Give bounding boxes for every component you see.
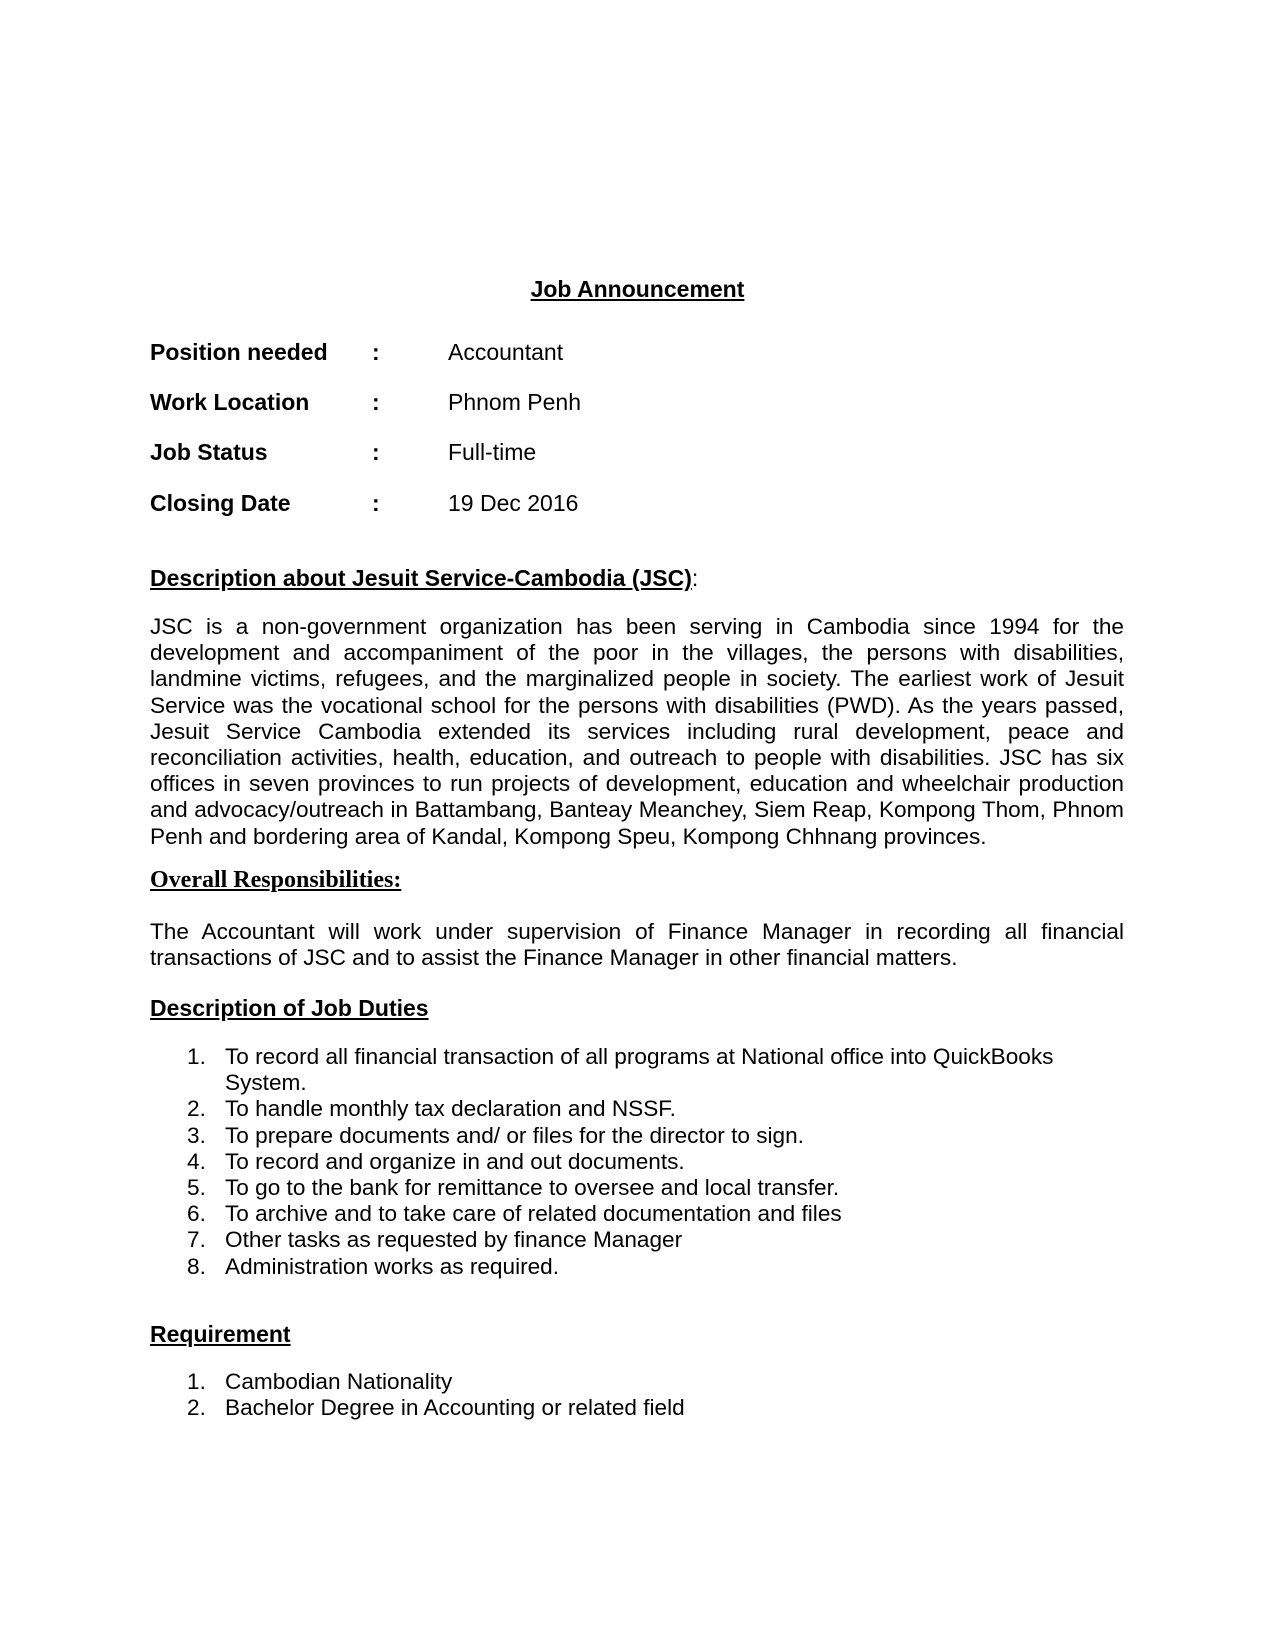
list-text: To handle monthly tax declaration and NSSF. <box>225 1096 676 1122</box>
list-number: 2. <box>187 1395 206 1421</box>
list-number: 2. <box>187 1096 206 1122</box>
info-label: Job Status <box>150 439 268 465</box>
list-item <box>150 1149 1090 1175</box>
list-item <box>150 1227 1090 1253</box>
info-value: 19 Dec 2016 <box>448 490 579 516</box>
info-label: Position needed <box>150 339 328 365</box>
info-label: Closing Date <box>150 490 291 516</box>
list-number: 1. <box>187 1369 206 1394</box>
duties-list <box>150 1044 1090 1280</box>
list-number: 8. <box>187 1253 206 1279</box>
description-paragraph: JSC is a non-government organization has been serving in Cambodia since 1994 for the development and accompaniment of the poor in the villages, the persons with disabilities, landmine victims, refugees, and the marginalized people in society. The earliest work of Jesuit Service was the vocational school for the persons with disabilities (PWD). As the years passed, Jesuit Service Cambodia extended its services including rural development, peace and reconciliation activities, health, education, and outreach to people with disabilities. JSC has six offices in seven provinces to run projects of development, education and wheelchair production and advocacy/outreach in Battambang, Banteay Meanchey, Siem Reap, Kompong Thom, Phnom Penh and bordering area of Kandal, Kompong Speu, Kompong Chhnang provinces. <box>150 614 1124 849</box>
list-number: 6. <box>187 1201 206 1227</box>
info-value: Accountant <box>448 339 564 365</box>
list-text: To archive and to take care of related documentation and files <box>225 1201 842 1227</box>
duties-heading-text: Description of Job Duties <box>150 995 429 1021</box>
requirement-heading <box>150 1319 291 1349</box>
list-number: 1. <box>187 1044 206 1069</box>
responsibilities-paragraph: The Accountant will work under supervision of Finance Manager in recording all financial transactions of JSC and to assist the Finance Manager in other financial matters. <box>150 919 1124 971</box>
list-item <box>150 1175 1090 1201</box>
list-text: To prepare documents and/ or files for the director to sign. <box>225 1122 804 1148</box>
info-value: Full-time <box>448 439 537 465</box>
description-heading-text: Description about Jesuit Service-Cambodia (JSC) <box>150 565 692 591</box>
list-text: To go to the bank for remittance to oversee and local transfer. <box>225 1175 840 1201</box>
list-item <box>150 1044 1090 1096</box>
info-colon: : <box>372 339 380 365</box>
list-item <box>150 1096 1090 1122</box>
list-item <box>150 1395 1090 1421</box>
list-number: 5. <box>187 1175 206 1201</box>
list-text: Other tasks as requested by finance Manager <box>225 1227 683 1253</box>
info-label: Work Location <box>150 389 310 415</box>
requirement-list <box>150 1369 1090 1421</box>
list-number: 3. <box>187 1122 206 1148</box>
info-value: Phnom Penh <box>448 389 581 415</box>
info-colon: : <box>372 490 380 516</box>
list-item <box>150 1254 1090 1280</box>
description-heading <box>150 563 698 593</box>
list-text: To record all financial transaction of all programs at National office into QuickBooks System. <box>225 1044 1054 1096</box>
list-text: Cambodian Nationality <box>225 1369 453 1394</box>
duties-heading <box>150 993 429 1023</box>
responsibilities-heading-text: Overall Responsibilities: <box>150 867 402 893</box>
list-item <box>150 1369 1090 1395</box>
list-item <box>150 1201 1090 1227</box>
list-text: To record and organize in and out documents. <box>225 1148 685 1174</box>
list-item <box>150 1123 1090 1149</box>
list-number: 7. <box>187 1227 206 1253</box>
list-text: Bachelor Degree in Accounting or related field <box>225 1395 685 1421</box>
list-text: Administration works as required. <box>225 1253 560 1279</box>
list-number: 4. <box>187 1148 206 1174</box>
page-title: Job Announcement <box>530 276 745 302</box>
responsibilities-heading <box>150 865 401 895</box>
requirement-heading-text: Requirement <box>150 1321 291 1347</box>
description-heading-colon: : <box>691 565 699 591</box>
info-colon: : <box>372 439 380 465</box>
info-colon: : <box>372 389 380 415</box>
